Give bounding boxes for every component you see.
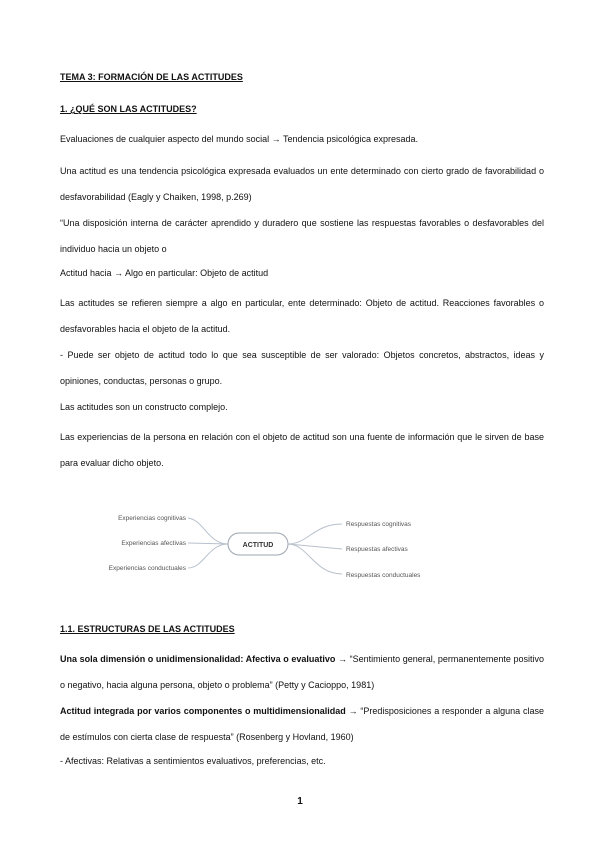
paragraph bbox=[60, 646, 544, 698]
branch-line bbox=[188, 544, 228, 568]
paragraph: - Afectivas: Relativas a sentimientos evaluativos, preferencias, etc. bbox=[60, 756, 326, 766]
section-heading: 1.1. ESTRUCTURAS DE LAS ACTITUDES bbox=[60, 624, 235, 634]
paragraph: - Puede ser objeto de actitud todo lo que sea susceptible de ser valorado: Objetos concretos, abstractos, ideas y opiniones, conductas, personas o grupo. bbox=[60, 350, 544, 386]
paragraph-text: → “Sentimiento general, permanentemente positivo o negativo, hacia alguna persona, objeto o problema” (Petty y Cacioppo, 1981) bbox=[60, 654, 544, 690]
paragraph: Una actitud es una tendencia psicológica expresada evaluados un ente determinado con cierto grado de favorabilidad o desfavorabilidad (Eagly y Chaiken, 1998, p.269) bbox=[60, 166, 544, 202]
left-node-label: Experiencias conductuales bbox=[108, 565, 186, 572]
paragraph: “Una disposición interna de carácter aprendido y duradero que sostiene las respuestas favorables o desfavorables del individuo hacia un objeto o bbox=[60, 218, 544, 254]
attitude-mind-map bbox=[70, 500, 450, 590]
right-node-label: Respuestas afectivas bbox=[346, 546, 408, 553]
right-node-label: Respuestas cognitivas bbox=[346, 521, 412, 528]
bold-term: Actitud integrada por varios componentes o multidimensionalidad bbox=[60, 706, 346, 716]
right-node-label: Respuestas conductuales bbox=[346, 572, 421, 579]
paragraph-text: → “Predisposiciones a responder a alguna clase de estímulos con cierta clase de respuesta” (Rosenberg y Hovland, 1960) bbox=[60, 706, 544, 742]
bold-term: Una sola dimensión o unidimensionalidad: Afectiva o evaluativo bbox=[60, 654, 336, 664]
paragraph: Las actitudes se refieren siempre a algo en particular, ente determinado: Objeto de actitud. Reacciones favorables o desfavorables hacia el objeto de la actitud. bbox=[60, 298, 544, 334]
branch-line bbox=[288, 544, 342, 549]
paragraph: Evaluaciones de cualquier aspecto del mundo social → Tendencia psicológica expresada. bbox=[60, 134, 419, 144]
document-title: TEMA 3: FORMACIÓN DE LAS ACTITUDES bbox=[60, 72, 243, 82]
branch-line bbox=[288, 524, 342, 544]
left-node-label: Experiencias cognitivas bbox=[118, 515, 186, 522]
paragraph: Las experiencias de la persona en relación con el objeto de actitud son una fuente de información que le sirven de base para evaluar dicho objeto. bbox=[60, 432, 544, 468]
left-node-label: Experiencias afectivas bbox=[121, 540, 186, 547]
section-heading: 1. ¿QUÉ SON LAS ACTITUDES? bbox=[60, 104, 197, 114]
paragraph: Las actitudes son un constructo complejo. bbox=[60, 402, 228, 412]
page-number: 1 bbox=[297, 796, 303, 807]
paragraph bbox=[60, 698, 544, 750]
paragraph: Actitud hacia → Algo en particular: Objeto de actitud bbox=[60, 268, 269, 278]
branch-line bbox=[188, 518, 228, 544]
center-node-label: ACTITUD bbox=[242, 542, 274, 549]
